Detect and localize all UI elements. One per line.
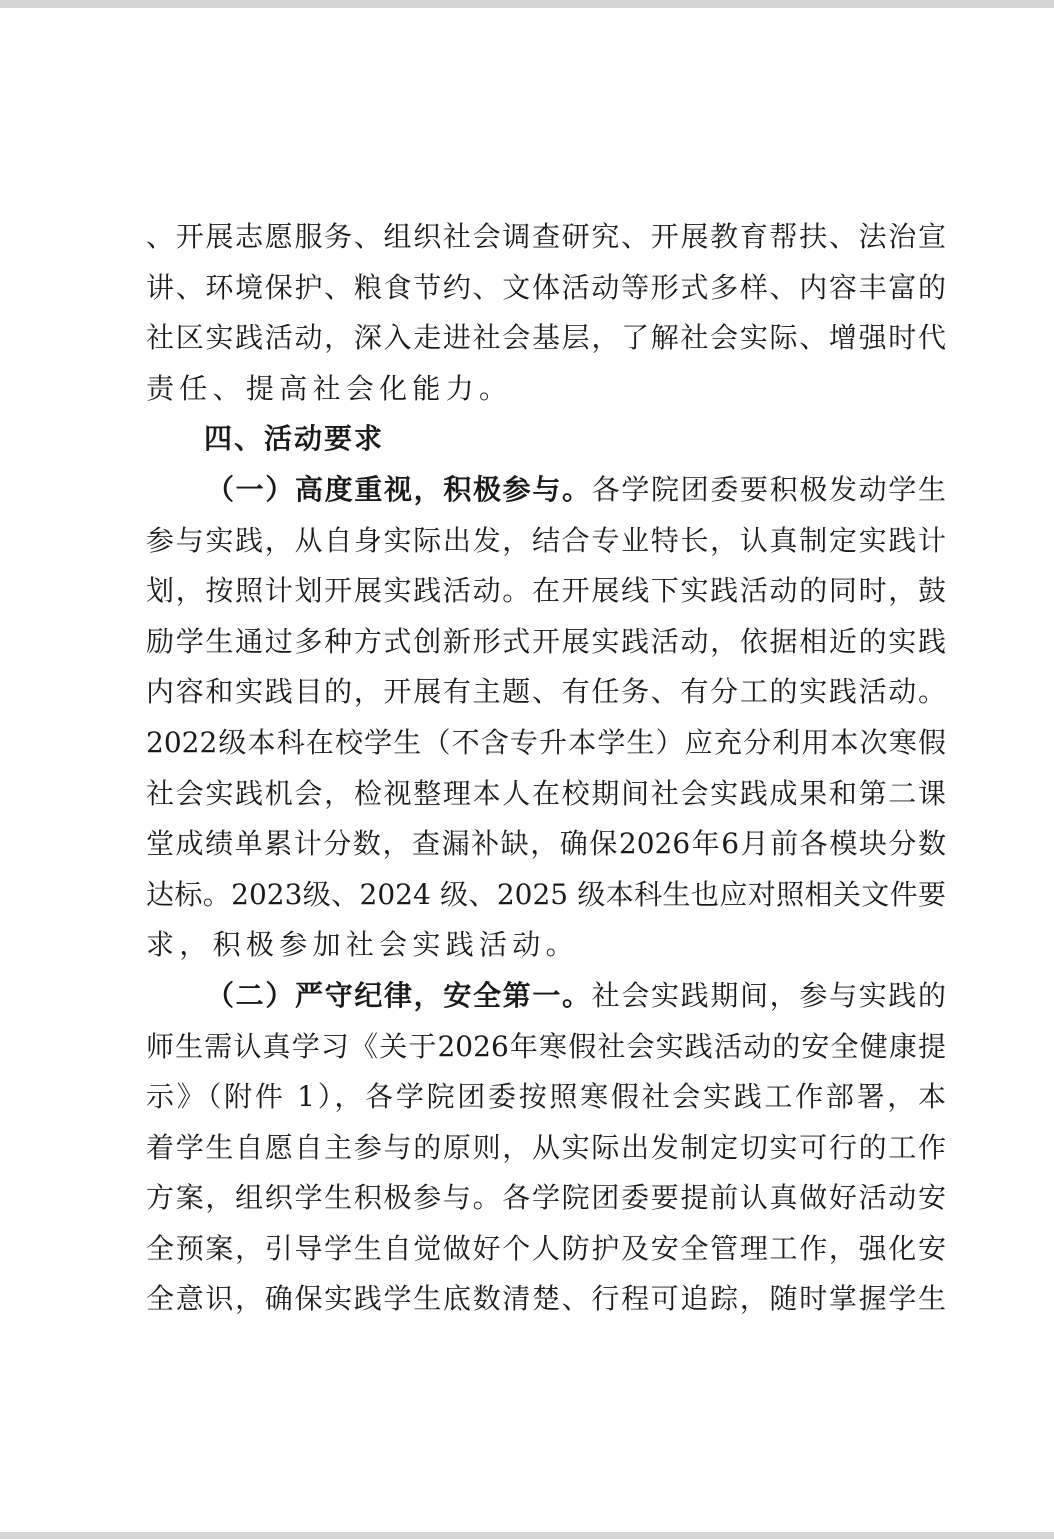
text-line: 师生需认真学习《关于2026年寒假社会实践活动的安全健康提: [146, 1029, 946, 1063]
text-line: 方案，组织学生积极参与。各学院团委要提前认真做好活动安: [146, 1181, 946, 1215]
section-heading: 四、活动要求: [204, 422, 385, 456]
page-body: [146, 212, 946, 1325]
text-line: 全预案，引导学生自觉做好个人防护及安全管理工作，强化安: [146, 1231, 946, 1265]
text-line: 、开展志愿服务、组织社会调查研究、开展教育帮扶、法治宣: [146, 220, 946, 253]
item-1-paragraph: [146, 465, 946, 971]
text-line: 2022级本科在校学生（不含专升本学生）应充分利用本次寒假: [146, 725, 946, 759]
item-2-paragraph: [146, 971, 946, 1325]
text-line: [146, 971, 946, 1022]
text-line: 堂成绩单累计分数，查漏补缺，确保2026年6月前各模块分数: [146, 827, 946, 861]
text-line: 内容和实践目的，开展有主题、有任务、有分工的实践活动。: [146, 675, 946, 709]
text-line: 着学生自愿自主参与的原则，从实际出发制定切实可行的工作: [146, 1130, 946, 1164]
text-span: 各学院团委要积极发动学生: [591, 472, 946, 506]
text-span: 社会实践期间，参与实践的: [591, 978, 946, 1012]
text-line: 全意识，确保实践学生底数清楚、行程可追踪，随时掌握学生: [146, 1282, 946, 1316]
item-2-lead: （二）严守纪律，安全第一。: [206, 978, 592, 1012]
intro-paragraph: [146, 212, 946, 414]
text-line: 划，按照计划开展实践活动。在开展线下实践活动的同时，鼓: [146, 574, 946, 608]
document-page[interactable]: [0, 8, 1054, 1532]
item-1-lead: （一）高度重视，积极参与。: [206, 472, 592, 506]
text-line: 达标。2023级、2024 级、2025 级本科生也应对照相关文件要: [146, 877, 946, 911]
text-line: 责任、提高社会化能力。: [146, 371, 513, 405]
text-line: 社区实践活动，深入走进社会基层，了解社会实际、增强时代: [146, 321, 946, 355]
text-line: 示》（附件 1），各学院团委按照寒假社会实践工作部署，本: [146, 1080, 946, 1114]
text-line: [146, 465, 946, 516]
text-line: 求，积极参加社会实践活动。: [146, 928, 579, 962]
text-line: 励学生通过多种方式创新形式开展实践活动，依据相近的实践: [146, 624, 946, 658]
text-line: 讲、环境保护、粮食节约、文体活动等形式多样、内容丰富的: [146, 270, 946, 304]
text-line: 参与实践，从自身实际出发，结合专业特长，认真制定实践计: [146, 523, 946, 557]
text-line: 社会实践机会，检视整理本人在校期间社会实践成果和第二课: [146, 776, 946, 810]
